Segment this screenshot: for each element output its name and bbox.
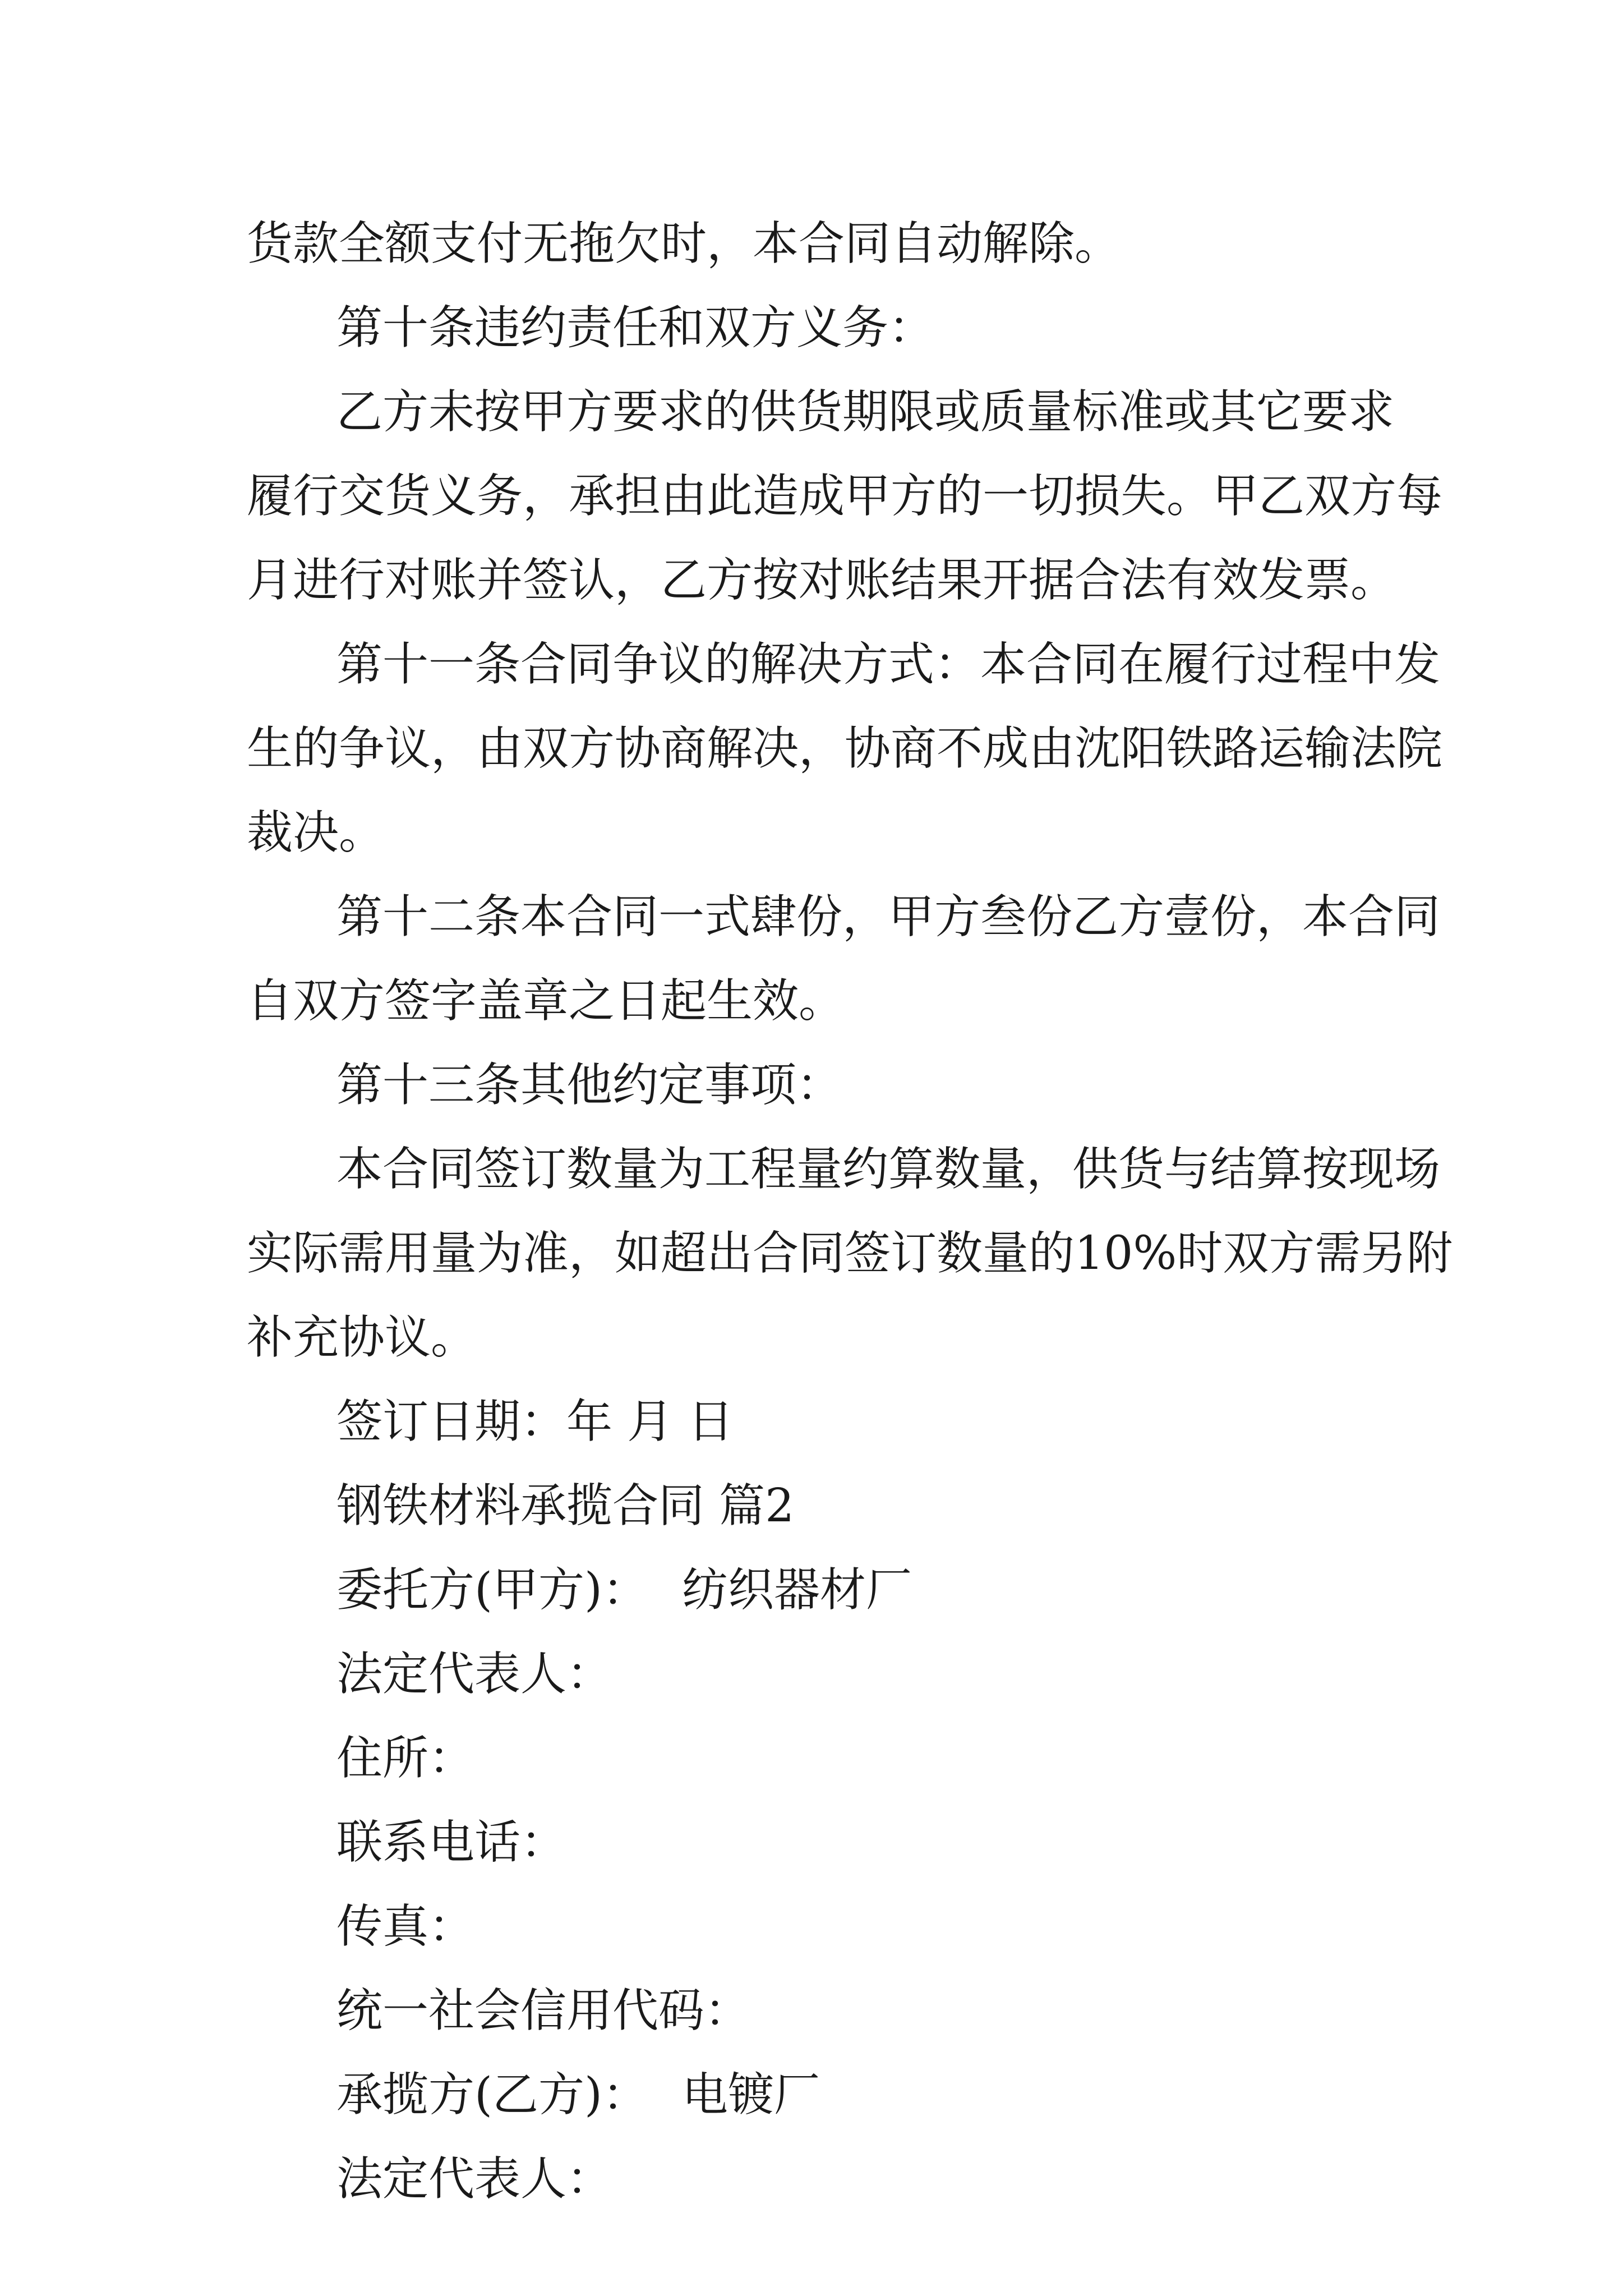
credit-code-field: 统一社会信用代码：	[336, 1984, 751, 2037]
article-10-heading: 第十条违约责任和双方义务：	[336, 301, 935, 355]
contractor-party	[336, 2067, 820, 2123]
address-field: 住所：	[336, 1732, 475, 1785]
legal-representative-field: 法定代表人：	[336, 1648, 613, 1701]
paragraph-line: 本合同签订数量为工程量约算数量，供货与结算按现场	[336, 1143, 1441, 1196]
client-party-name: 纺织器材厂	[681, 1563, 912, 1617]
phone-field: 联系电话：	[336, 1816, 567, 1869]
contractor-party-label: 承揽方(乙方)：	[336, 2068, 648, 2122]
paragraph-line: 履行交货义务，承担由此造成甲方的一切损失。甲乙双方每	[247, 470, 1443, 523]
signing-date: 签订日期：年 月 日	[336, 1395, 734, 1448]
paragraph-line: 裁决。	[247, 806, 385, 859]
article-11-line: 第十一条合同争议的解决方式：本合同在履行过程中发	[336, 638, 1441, 691]
client-party-label: 委托方(甲方)：	[336, 1563, 648, 1617]
article-13-heading: 第十三条其他约定事项：	[336, 1059, 843, 1112]
paragraph-line: 补充协议。	[247, 1311, 477, 1364]
paragraph-line: 生的争议，由双方协商解决，协商不成由沈阳铁路运输法院	[247, 722, 1443, 775]
paragraph-line: 货款全额支付无拖欠时，本合同自动解除。	[247, 217, 1121, 270]
client-party	[336, 1562, 912, 1618]
paragraph-line: 月进行对账并签认，乙方按对账结果开据合法有效发票。	[247, 554, 1397, 607]
paragraph-line: 自双方签字盖章之日起生效。	[247, 974, 845, 1028]
section-title: 钢铁材料承揽合同 篇2	[336, 1479, 795, 1533]
contractor-party-name: 电镀厂	[681, 2068, 820, 2122]
article-12-line: 第十二条本合同一式肆份，甲方叁份乙方壹份，本合同	[336, 890, 1441, 944]
legal-representative-field: 法定代表人：	[336, 2152, 613, 2206]
paragraph-line: 实际需用量为准，如超出合同签订数量的10%时双方需另附	[247, 1227, 1453, 1280]
fax-field: 传真：	[336, 1900, 475, 1953]
paragraph-line: 乙方未按甲方要求的供货期限或质量标准或其它要求	[336, 385, 1395, 439]
